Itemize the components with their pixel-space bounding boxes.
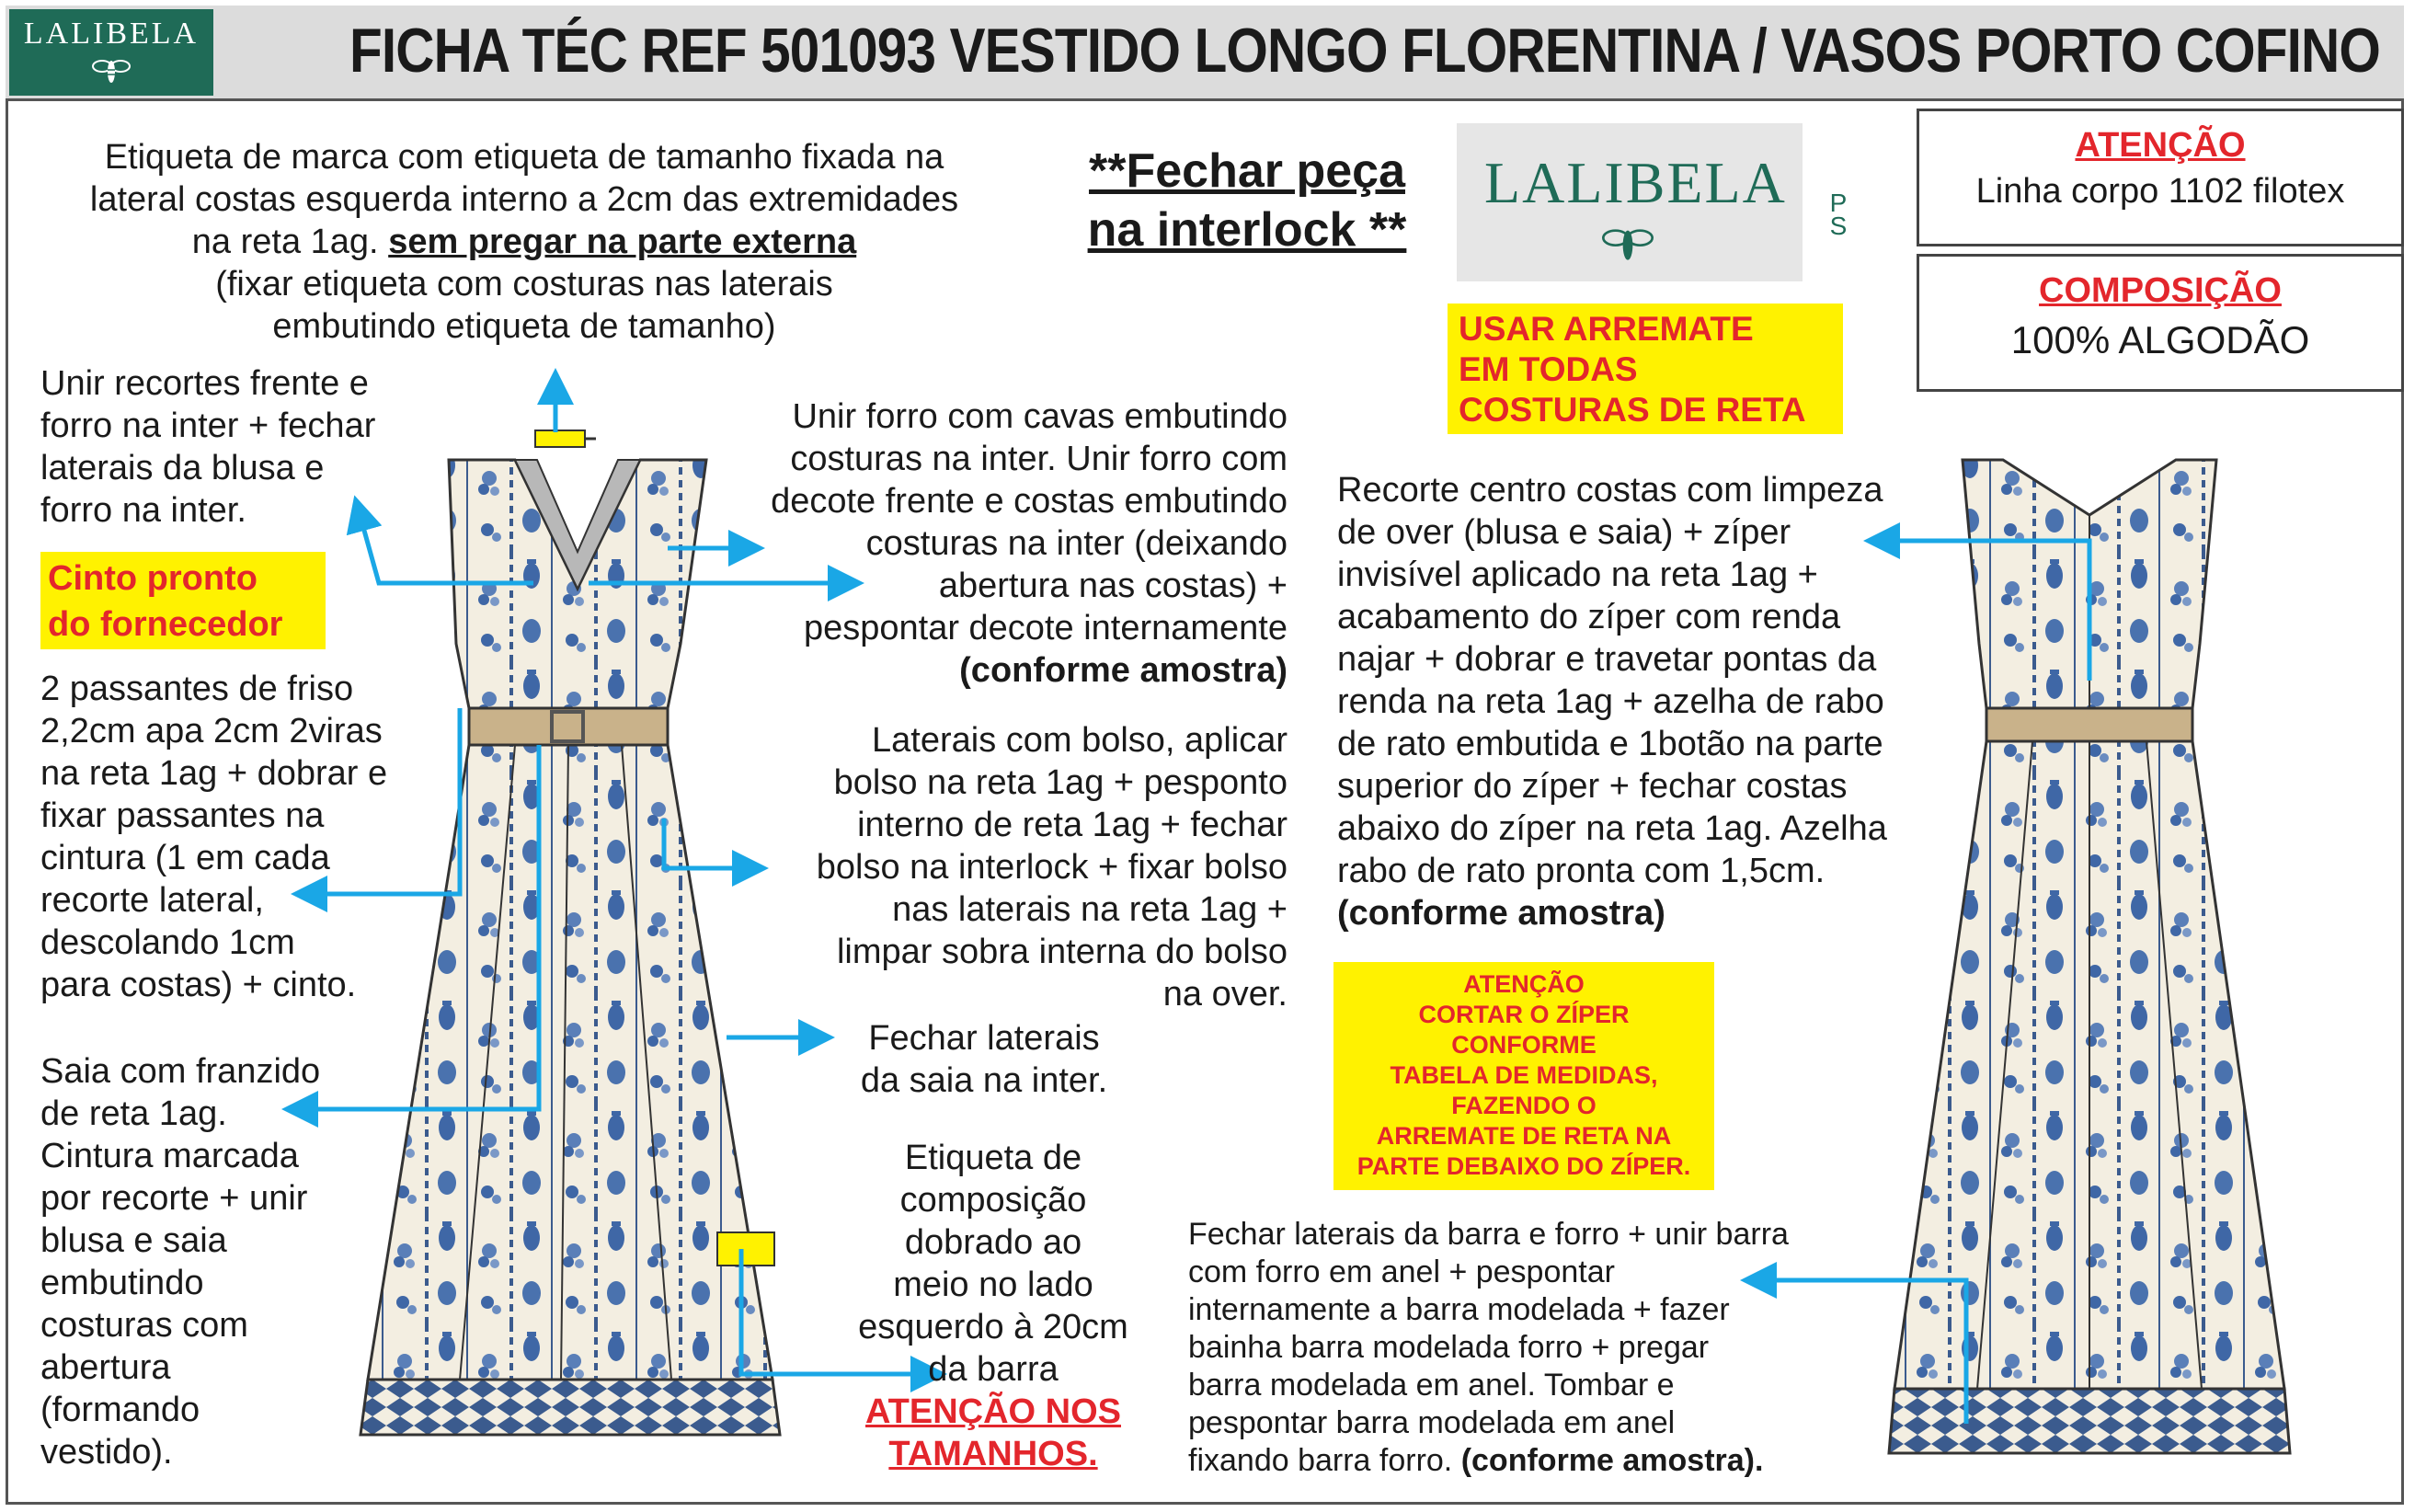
attention-box: ATENÇÃO Linha corpo 1102 filotex [1917,109,2404,246]
note-lining: Unir forro com cavas embutindo costuras na inter. Unir forro com decote frente e costas embutindo costuras na inter (deixando abertura nas costas) + pespontar decote internamente (conforme amostra) [771,397,1288,690]
note-loops: 2 passantes de friso 2,2cm apa 2cm 2viras na reta 1ag + dobrar e fixar passantes na cintura (1 em cada recorte lateral, descolando 1cm para costas) + cinto. [40,670,388,1004]
back-belt [1986,708,2192,741]
zipper-alert-box: ATENÇÃO CORTAR O ZÍPER CONFORME TABELA DE MEDIDAS, FAZENDO O ARREMATE DE RETA NA PARTE DEBAIXO DO ZÍPER. [1333,962,1714,1190]
bee-icon [1600,221,1655,265]
note-back-center: Recorte centro costas com limpeza de over (blusa e saia) + zíper invisível aplicado na reta 1ag + acabamento do zíper com renda najar + dobrar e travetar pontas da renda na reta 1ag + azelha de rabo de rato embutida e 1botão na parte superior do zíper + fechar costas abaixo do zíper na reta 1ag. Azelha rabo de rato pronta com 1,5cm. (conforme amostra) [1337,471,1887,933]
brand-logo-center: LALIBELA [1457,123,1803,281]
composition-label-marker [717,1232,774,1266]
brand-label-marker [535,430,585,447]
note-join-cuts: Unir recortes frente e forro na inter + fechar laterais da blusa e forro na inter. [40,364,376,530]
composition-box: COMPOSIÇÃO 100% ALGODÃO [1917,254,2404,392]
note-skirt: Saia com franzido de reta 1ag. Cintura marcada por recorte + unir blusa e saia embutindo costuras com abertura (formando vestido). [40,1052,321,1472]
page-title: FICHA TÉC REF 501093 VESTIDO LONGO FLORENTINA / VASOS PORTO COFINO [349,16,2381,86]
note-close-piece: **Fechar peça na interlock ** [1087,144,1407,257]
belt-note-box: Cinto pronto do fornecedor [40,552,326,649]
logo-text: LALIBELA [23,17,200,51]
note-brand-label: Etiqueta de marca com etiqueta de tamanho fixada na lateral costas esquerda interno a 2cm das extremidades na reta 1ag. sem pregar na parte externa (fixar etiqueta com costuras nas laterais embutindo etiqueta de tamanho) [89,138,959,346]
note-composition-label: Etiqueta de composição dobrado ao meio no lado esquerdo à 20cm da barra ATENÇÃO NOS TAMANHOS. [858,1139,1128,1473]
note-close-sides: Fechar laterais da saia na inter. [860,1019,1108,1100]
brand-logo-ps: P S [1829,189,1848,240]
use-finish-box: USAR ARREMATE EM TODAS COSTURAS DE RETA [1448,304,1843,434]
note-hem: Fechar laterais da barra e forro + unir barra com forro em anel + pespontar internamente a barra modelada + fazer bainha barra modelada forro + pregar barra modelada em anel. Tombar e pespontar barra modelada em anel fixando barra forro. (conforme amostra). [1188,1217,1789,1478]
note-pockets: Laterais com bolso, aplicar bolso na reta 1ag + pesponto interno de reta 1ag + fechar bolso na interlock + fixar bolso nas laterais na reta 1ag + limpar sobra interna do bolso na over. [816,721,1288,1014]
